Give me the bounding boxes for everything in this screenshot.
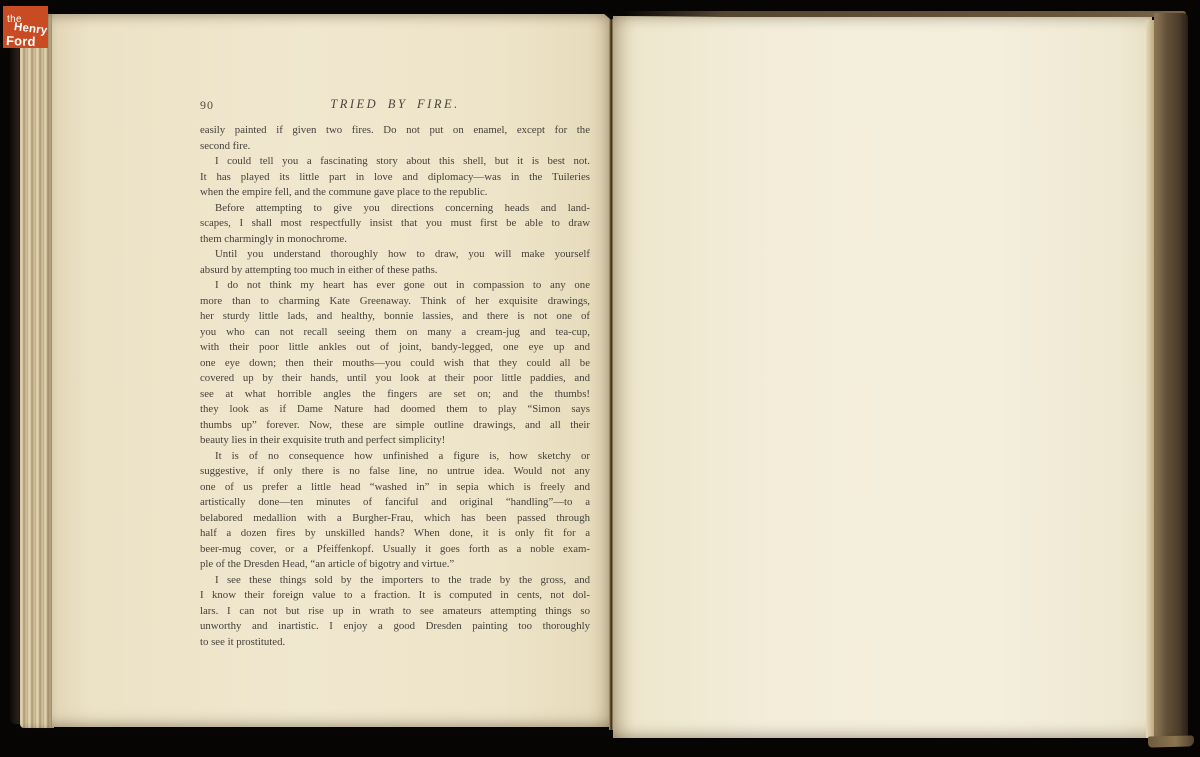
text-line: artistically done—ten minutes of fanciful and original “handling”—to a [200, 496, 590, 508]
left-page-edge-stack [20, 14, 54, 728]
text-line: scapes, I shall most respectfully insist that you must first be able to draw [200, 217, 590, 229]
text-line: I know their foreign value to a fraction. It is computed in cents, not dol- [200, 589, 590, 601]
text-line: more than to charming Kate Greenaway. Think of her exquisite drawings, [200, 294, 590, 307]
text-line: suggestive, if only there is no false line, no untrue idea. Would not any [200, 465, 590, 477]
text-line: I do not think my heart has ever gone out in compassion to any one [215, 279, 590, 291]
text-line: absurd by attempting too much in either of these paths. [200, 263, 438, 276]
text-line: see at what horrible angles the fingers are set on; and the thumbs! [200, 387, 590, 400]
running-header: TRIED BY FIRE. [330, 97, 460, 111]
text-line: unworthy and inartistic. I enjoy a good Dresden painting too thoroughly [200, 620, 590, 632]
text-line: Before attempting to give you directions concerning heads and land- [215, 201, 590, 214]
henry-ford-logo [3, 6, 48, 48]
text-line: they look as if Dame Nature had doomed them to play “Simon says [200, 403, 590, 415]
text-line: I see these things sold by the importers to the trade by the gross, and [215, 573, 590, 586]
text-line: beauty lies in their exquisite truth and perfect simplicity! [200, 434, 446, 446]
book-cover-top-edge [622, 11, 1186, 17]
text-line: second fire. [200, 139, 251, 152]
logo-word-the: the [7, 14, 22, 25]
left-page [52, 14, 610, 727]
text-line: her sturdy little lads, and healthy, bonnie lassies, and there is not one of [200, 310, 590, 322]
page-body-text [200, 123, 590, 650]
text-line: It is of no consequence how unfinished a figure is, how sketchy or [215, 449, 590, 462]
text-line: them charmingly in monochrome. [200, 232, 347, 245]
page-number: 90 [200, 98, 214, 112]
text-line: ple of the Dresden Head, “an article of bigotry and virtue.” [200, 558, 455, 570]
text-line: It has played its little part in love and diplomacy—was in the Tuileries [200, 170, 590, 183]
text-line: beer-mug cover, or a Pfeiffenkopf. Usually it goes forth as a noble exam- [200, 542, 590, 555]
text-line: with their poor little ankles out of joint, bandy-legged, one eye up and [200, 341, 590, 353]
text-line: I could tell you a fascinating story about this shell, but it is best not. [215, 155, 590, 167]
book-cover-bottom-corner [1148, 735, 1194, 747]
text-line: half a dozen fires by unskilled hands? When done, it is only fit for a [200, 527, 590, 539]
text-line: you who can not recall seeing them on many a cream-jug and tea-cup, [200, 325, 590, 338]
text-line: Until you understand thoroughly how to draw, you will make yourself [215, 248, 590, 260]
book-cover-right-edge [1154, 13, 1188, 746]
text-line: lars. I can not but rise up in wrath to see amateurs attempting things so [200, 604, 590, 617]
text-line: covered up by their hands, until you look at their poor little paddies, and [200, 372, 590, 384]
text-line: when the empire fell, and the commune gave place to the republic. [200, 186, 488, 198]
text-line: to see it prostituted. [200, 635, 286, 648]
text-line: one of us prefer a little head “washed in” in sepia which is freely and [200, 480, 590, 493]
logo-word-henry: Henry [13, 21, 49, 38]
text-line: belabored medallion with a Burgher-Frau, which has been passed through [200, 511, 590, 524]
right-page-blank [613, 16, 1152, 738]
logo-word-ford: Ford [5, 33, 36, 50]
text-line: thumbs up” forever. Now, these are simple outline drawings, and all their [200, 418, 590, 431]
text-line: one eye down; then their mouths—you could wish that they could all be [200, 356, 590, 369]
text-line: easily painted if given two fires. Do not put on enamel, except for the [200, 124, 590, 136]
